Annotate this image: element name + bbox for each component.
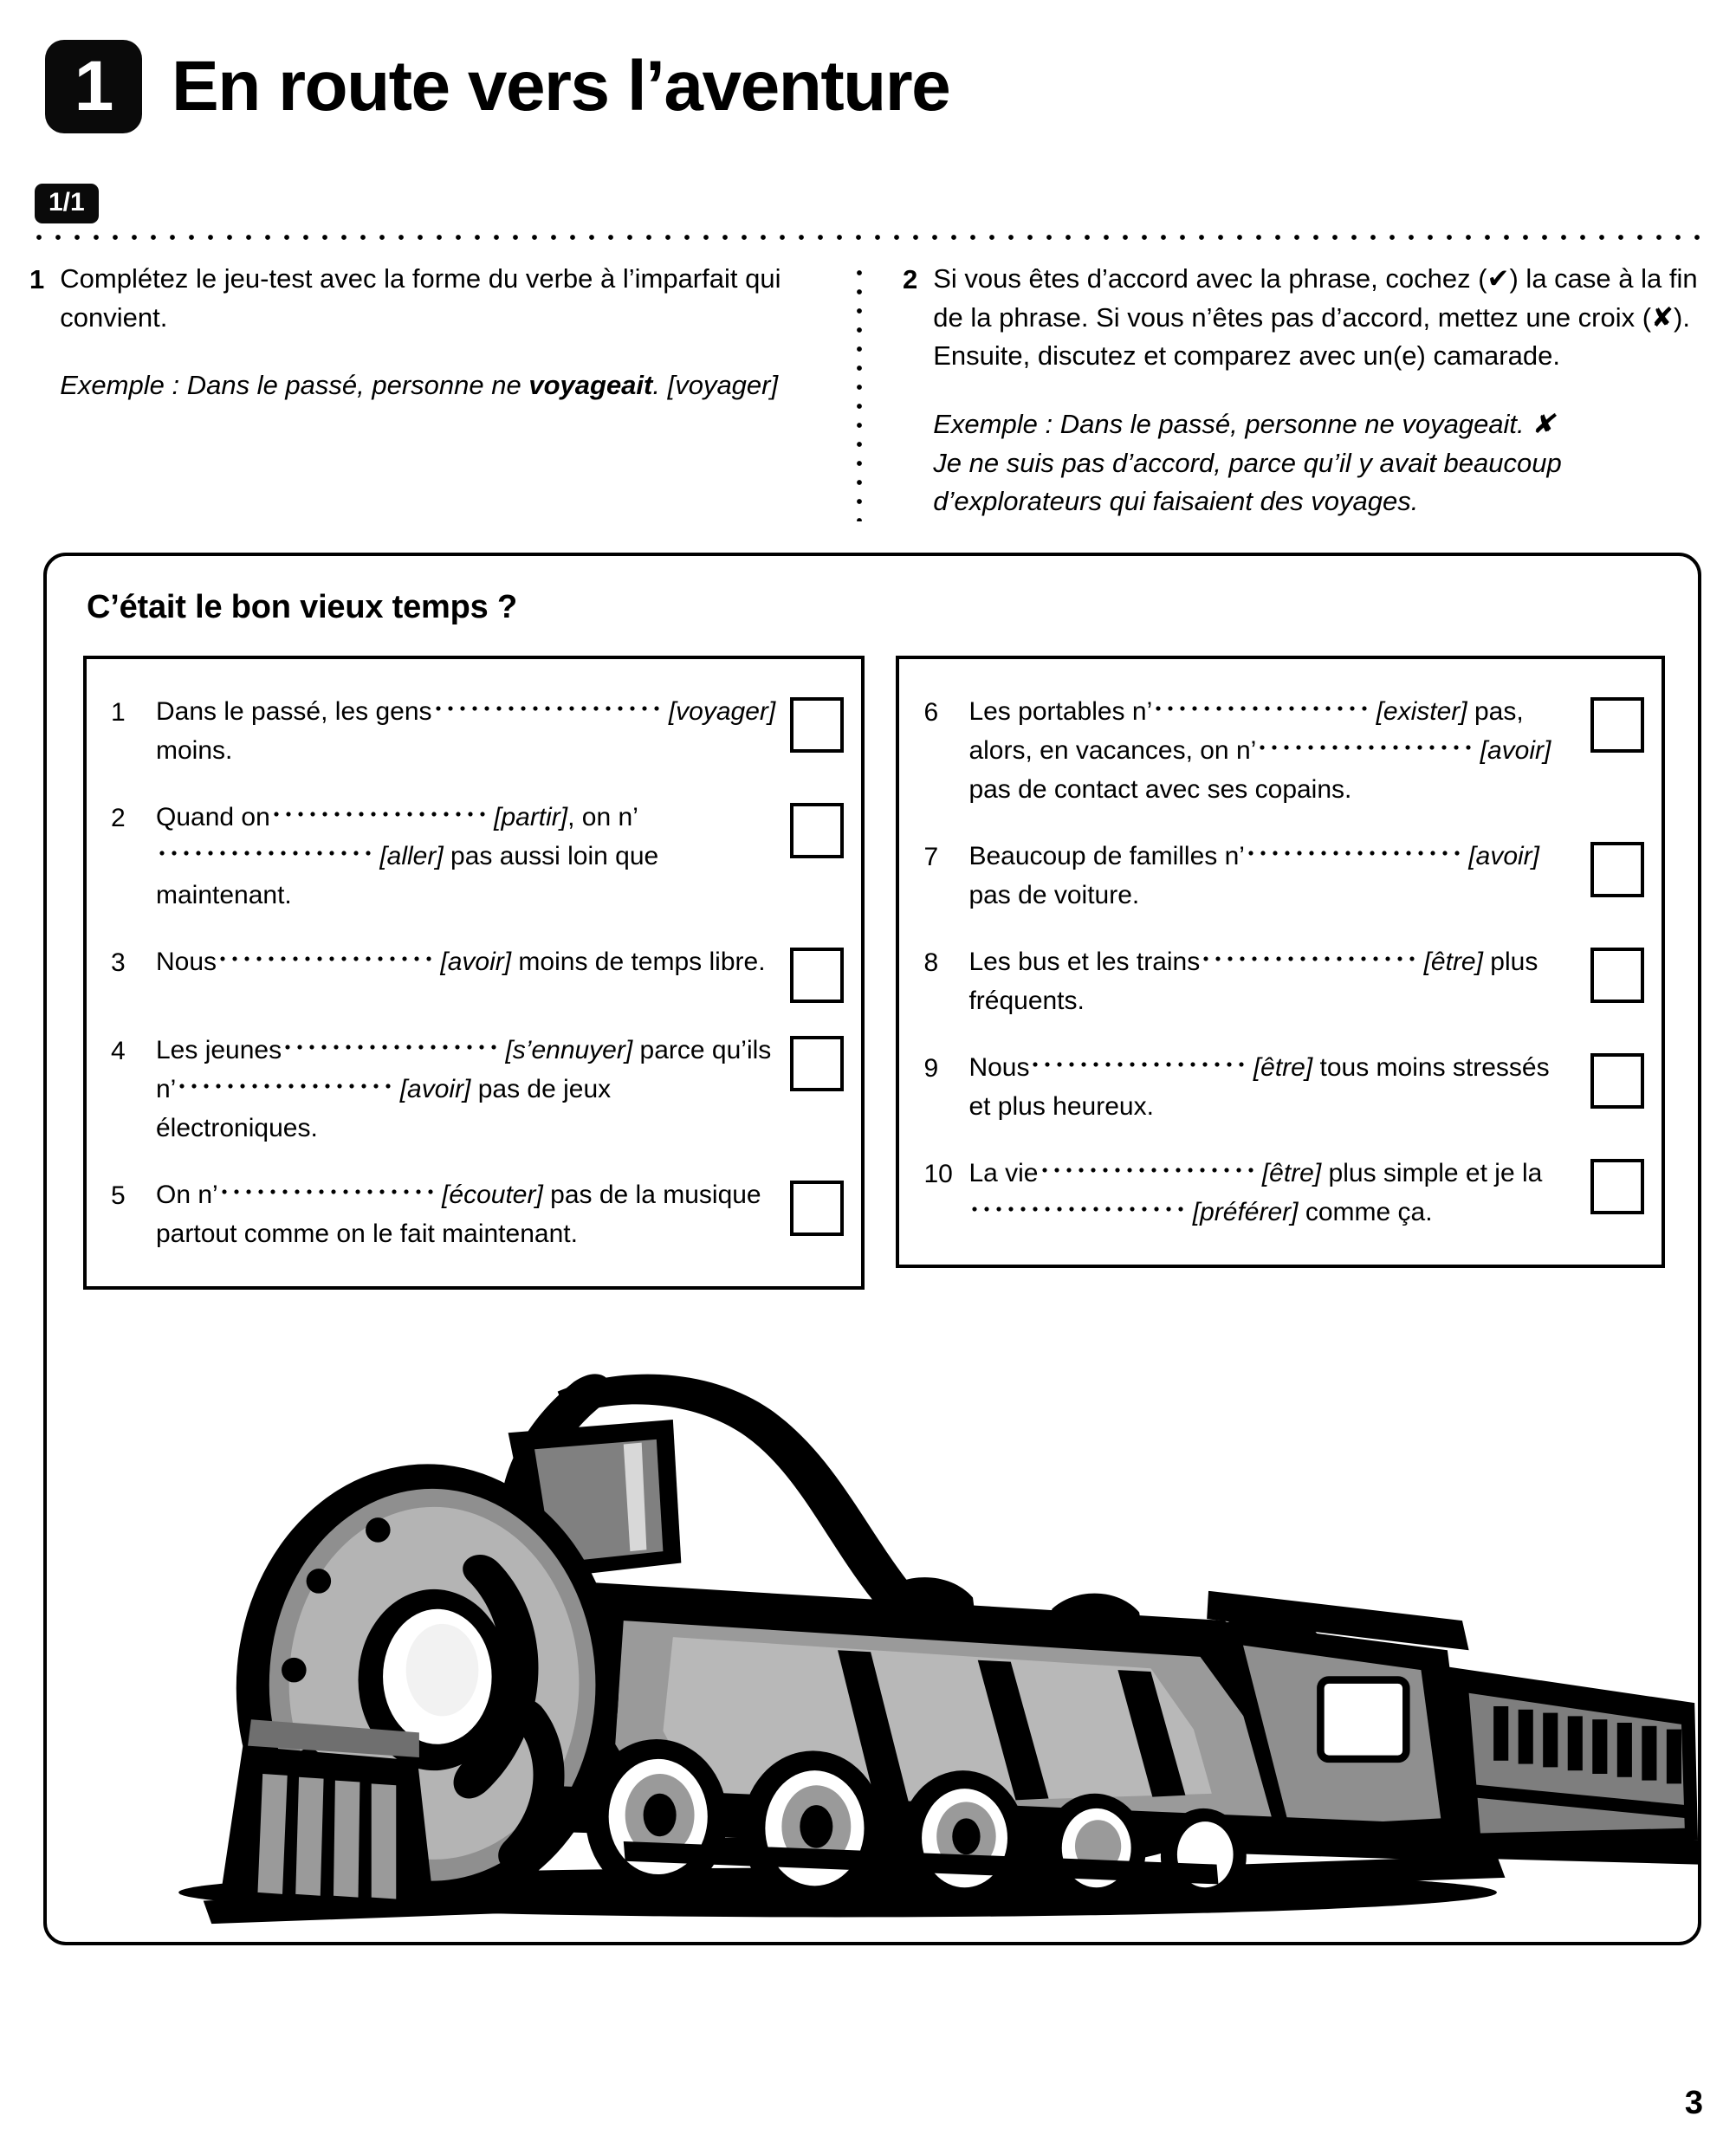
quiz-item-text: Les bus et les trains [être] plus fréquents. [968,947,1538,1015]
quiz-item-text: Les jeunes [s’ennuyer] parce qu’ils n’ [avoir] pas de jeux électroniques. [156,1035,772,1142]
quiz-item-number: 3 [111,948,126,977]
quiz-item [899,1140,1662,1245]
unit-number-badge: 1 [45,40,142,133]
page-reference-badge: 1/1 [35,184,99,223]
quiz-item [87,678,861,784]
quiz-item [87,1161,861,1267]
page-reference-area [0,133,1736,223]
verb-hint: [avoir] [392,1074,471,1103]
page-title: En route vers l’aventure [172,47,950,126]
page-number: 3 [1684,2085,1703,2121]
answer-blank[interactable] [156,840,372,866]
agree-checkbox[interactable] [790,803,844,858]
verb-hint: [avoir] [1473,735,1551,765]
quiz-item-text: Nous [être] tous moins stressés et plus heureux. [968,1052,1550,1121]
quiz-item-number: 5 [111,1181,126,1210]
quiz-item-text: Dans le passé, les gens [voyager] moins. [156,696,776,765]
verb-hint: [avoir] [433,947,512,976]
instruction-text: Si vous êtes d’accord avec la phrase, cochez (✔) la case à la fin de la phrase. Si vous n’êtes pas d’accord, mettez une croix (✘). Ensuite, discutez et comparez avec un(e) camarade. [933,263,1698,372]
quiz-item [899,678,1662,823]
example-line-3: d’explorateurs qui faisaient des voyages. [933,486,1419,517]
quiz-item [899,928,1662,1034]
quiz-item-number: 6 [923,697,939,727]
quiz-item [87,928,861,1017]
answer-blank[interactable] [282,1034,498,1060]
quiz-item-text: Quand on [partir], on n’ [aller] pas aussi loin que maintenant. [156,802,659,909]
dotted-divider-vertical [856,263,863,521]
agree-checkbox[interactable] [790,1036,844,1091]
instruction-number: 1 [29,264,45,294]
answer-blank[interactable] [1245,840,1461,866]
quiz-item-number: 4 [111,1036,126,1065]
verb-hint: [écouter] [434,1180,543,1209]
instruction-text: Complétez le jeu-test avec la forme du verbe à l’imparfait qui convient. [60,263,781,333]
instruction-block-2 [863,260,1701,521]
example-line-1: Exemple : Dans le passé, personne ne voyageait. ✘ [933,408,1555,439]
verb-hint: [voyager] [661,696,776,726]
quiz-item-text: Nous [avoir] moins de temps libre. [156,947,766,976]
example-suffix: . [voyager] [652,370,779,401]
quiz-item-number: 2 [111,803,126,832]
quiz-columns [47,626,1698,1290]
verb-hint: [être] [1254,1158,1322,1187]
verb-hint: [être] [1246,1052,1313,1082]
agree-checkbox[interactable] [1590,1159,1644,1214]
agree-checkbox[interactable] [1590,1053,1644,1109]
dotted-divider-horizontal [29,234,1701,241]
answer-blank[interactable] [968,1196,1185,1222]
answer-blank[interactable] [270,801,487,827]
quiz-item [899,823,1662,928]
quiz-box-right [896,656,1665,1268]
answer-blank[interactable] [217,946,433,972]
answer-blank[interactable] [432,696,662,721]
example-bold-verb: voyageait [528,370,653,401]
quiz-item-text: La vie [être] plus simple et je la [préférer] comme ça. [968,1158,1543,1226]
verb-hint: [s’ennuyer] [498,1035,633,1064]
answer-blank[interactable] [1039,1157,1255,1183]
quiz-item-number: 9 [923,1053,939,1083]
quiz-item [899,1034,1662,1140]
agree-checkbox[interactable] [790,1181,844,1236]
quiz-item-number: 7 [923,842,939,871]
example-line-2: Je ne suis pas d’accord, parce qu’il y avait beaucoup [933,447,1562,478]
answer-blank[interactable] [1152,696,1369,721]
answer-blank[interactable] [218,1179,435,1205]
answer-blank[interactable] [1200,946,1416,972]
quiz-panel [43,553,1701,1945]
quiz-item-number: 8 [923,948,939,977]
quiz-item-number: 10 [923,1159,953,1188]
verb-hint: [aller] [372,841,444,870]
instruction-number: 2 [903,264,918,294]
answer-blank[interactable] [1029,1051,1246,1077]
verb-hint: [exister] [1369,696,1467,726]
quiz-item-text: Les portables n’ [exister] pas, alors, en vacances, on n’ [avoir] pas de contact avec ses copains. [968,696,1551,804]
answer-blank[interactable] [1256,734,1473,760]
agree-checkbox[interactable] [1590,697,1644,753]
instruction-example [60,366,835,405]
agree-checkbox[interactable] [1590,842,1644,897]
quiz-item [87,1017,861,1161]
agree-checkbox[interactable] [790,697,844,753]
instructions-row [29,260,1701,521]
verb-hint: [être] [1416,947,1483,976]
steam-train-illustration [47,1344,1698,1942]
quiz-heading: C’était le bon vieux temps ? [87,588,517,625]
page-header [0,0,1736,133]
verb-hint: [préférer] [1185,1197,1299,1226]
quiz-box-left [83,656,865,1290]
agree-checkbox[interactable] [1590,948,1644,1003]
quiz-item-text: On n’ [écouter] pas de la musique partout comme on le fait maintenant. [156,1180,761,1248]
verb-hint: [avoir] [1461,841,1539,870]
agree-checkbox[interactable] [790,948,844,1003]
example-prefix: Exemple : Dans le passé, personne ne [60,370,529,401]
instruction-example [933,405,1701,521]
answer-blank[interactable] [176,1073,392,1099]
verb-hint: [partir] [486,802,568,831]
quiz-item-text: Beaucoup de familles n’ [avoir] pas de voiture. [968,841,1539,909]
quiz-item [87,784,861,928]
quiz-item-number: 1 [111,697,126,727]
instruction-block-1 [29,260,856,521]
